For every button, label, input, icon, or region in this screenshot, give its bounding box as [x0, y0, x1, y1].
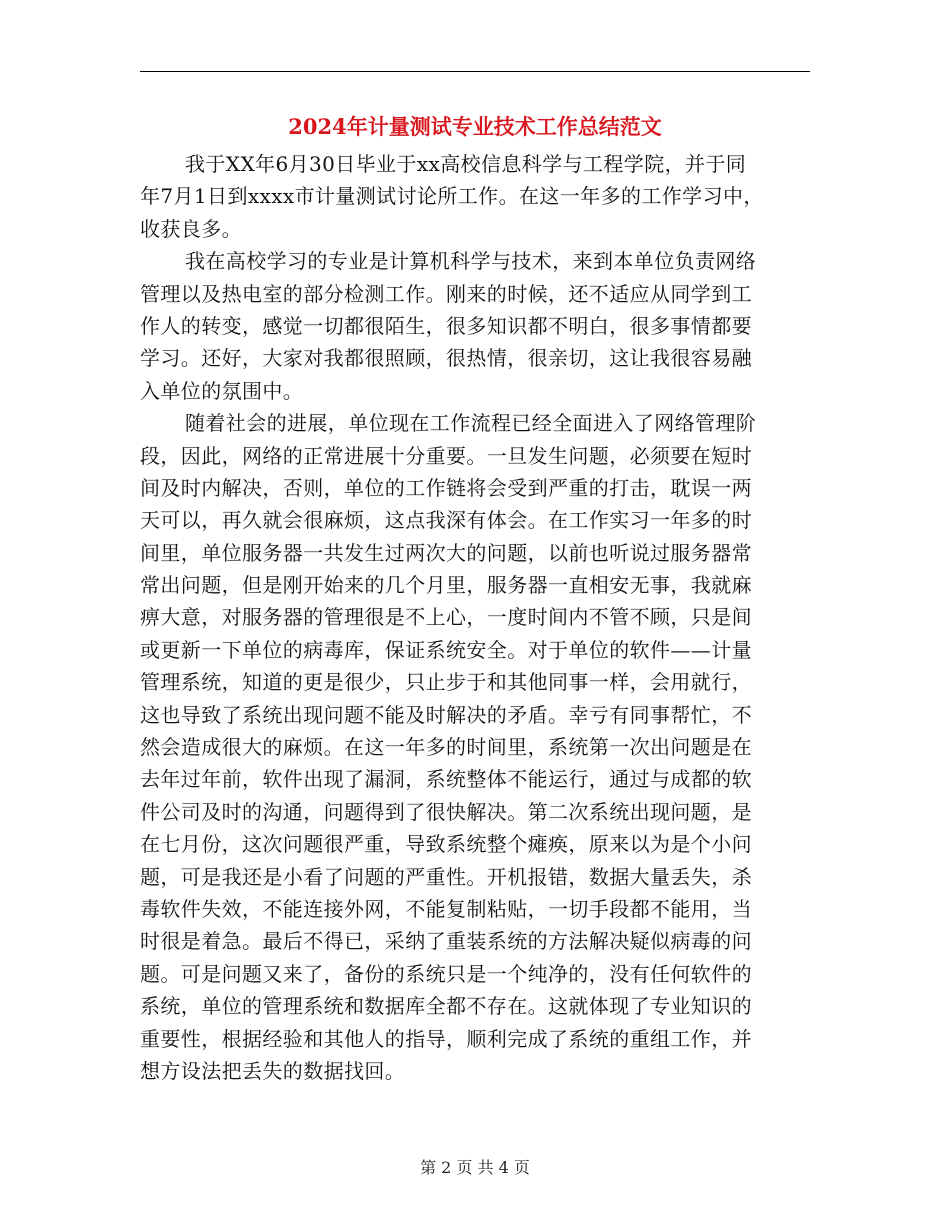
paragraph — [140, 245, 810, 407]
paragraph-line: 间里，单位服务器一共发生过两次大的问题，以前也听说过服务器常 — [140, 540, 752, 565]
paragraph-line: 题，可是我还是小看了问题的严重性。开机报错，数据大量丢失，杀 — [140, 864, 752, 889]
paragraph-line: 收获良多。 — [140, 216, 242, 241]
paragraph-line: 或更新一下单位的病毒库，保证系统安全。对于单位的软件——计量 — [140, 637, 752, 662]
paragraph-line: 题。可是问题又来了，备份的系统只是一个纯净的，没有任何软件的 — [140, 961, 752, 986]
document-title: 2024年计量测试专业技术工作总结范文 — [288, 114, 662, 139]
paragraph-line: 间及时内解决，否则，单位的工作链将会受到严重的打击，耽误一两 — [140, 475, 752, 500]
paragraph-line: 在七月份，这次问题很严重，导致系统整个瘫痪，原来以为是个小问 — [140, 832, 752, 857]
paragraph-line: 年7月1日到xxxx市计量测试讨论所工作。在这一年多的工作学习中， — [140, 184, 764, 209]
paragraph-line: 作人的转变，感觉一切都很陌生，很多知识都不明白，很多事情都要 — [140, 313, 752, 338]
paragraph-line: 管理系统，知道的更是很少，只止步于和其他同事一样，会用就行， — [140, 670, 752, 695]
paragraph-line: 然会造成很大的麻烦。在这一年多的时间里，系统第一次出问题是在 — [140, 735, 752, 760]
paragraph-line: 段，因此，网络的正常进展十分重要。一旦发生问题，必须要在短时 — [140, 443, 752, 468]
paragraph — [140, 407, 810, 1087]
paragraph-line: 这也导致了系统出现问题不能及时解决的矛盾。幸亏有同事帮忙，不 — [140, 702, 752, 727]
paragraph-line: 想方设法把丢失的数据找回。 — [140, 1058, 406, 1083]
paragraph-line: 去年过年前，软件出现了漏洞，系统整体不能运行，通过与成都的软 — [140, 767, 752, 792]
paragraph-line: 入单位的氛围中。 — [140, 378, 304, 403]
paragraph-line: 我于XX年6月30日毕业于xx高校信息科学与工程学院，并于同 — [185, 152, 747, 176]
paragraph — [140, 148, 810, 245]
paragraph-line: 天可以，再久就会很麻烦，这点我深有体会。在工作实习一年多的时 — [140, 508, 752, 533]
paragraph-line: 常出问题，但是刚开始来的几个月里，服务器一直相安无事，我就麻 — [140, 573, 752, 598]
document-body — [140, 148, 810, 1087]
paragraph-line: 我在高校学习的专业是计算机科学与技术，来到本单位负责网络 — [185, 249, 757, 274]
paragraph-line: 管理以及热电室的部分检测工作。刚来的时候，还不适应从同学到工 — [140, 281, 752, 306]
paragraph-line: 时很是着急。最后不得已，采纳了重装系统的方法解决疑似病毒的问 — [140, 929, 752, 954]
paragraph-line: 件公司及时的沟通，问题得到了很快解决。第二次系统出现问题，是 — [140, 799, 752, 824]
paragraph-line: 毒软件失效，不能连接外网，不能复制粘贴，一切手段都不能用，当 — [140, 896, 752, 921]
paragraph-line: 系统，单位的管理系统和数据库全都不存在。这就体现了专业知识的 — [140, 994, 752, 1019]
paragraph-line: 痹大意，对服务器的管理很是不上心，一度时间内不管不顾，只是间 — [140, 605, 752, 630]
paragraph-line: 随着社会的进展，单位现在工作流程已经全面进入了网络管理阶 — [185, 411, 757, 436]
page-footer: 第 2 页 共 4 页 — [420, 1158, 530, 1177]
paragraph-line: 学习。还好，大家对我都很照顾，很热情，很亲切，这让我很容易融 — [140, 346, 752, 371]
paragraph-line: 重要性，根据经验和其他人的指导，顺利完成了系统的重组工作，并 — [140, 1026, 752, 1051]
header-rule — [140, 71, 810, 72]
